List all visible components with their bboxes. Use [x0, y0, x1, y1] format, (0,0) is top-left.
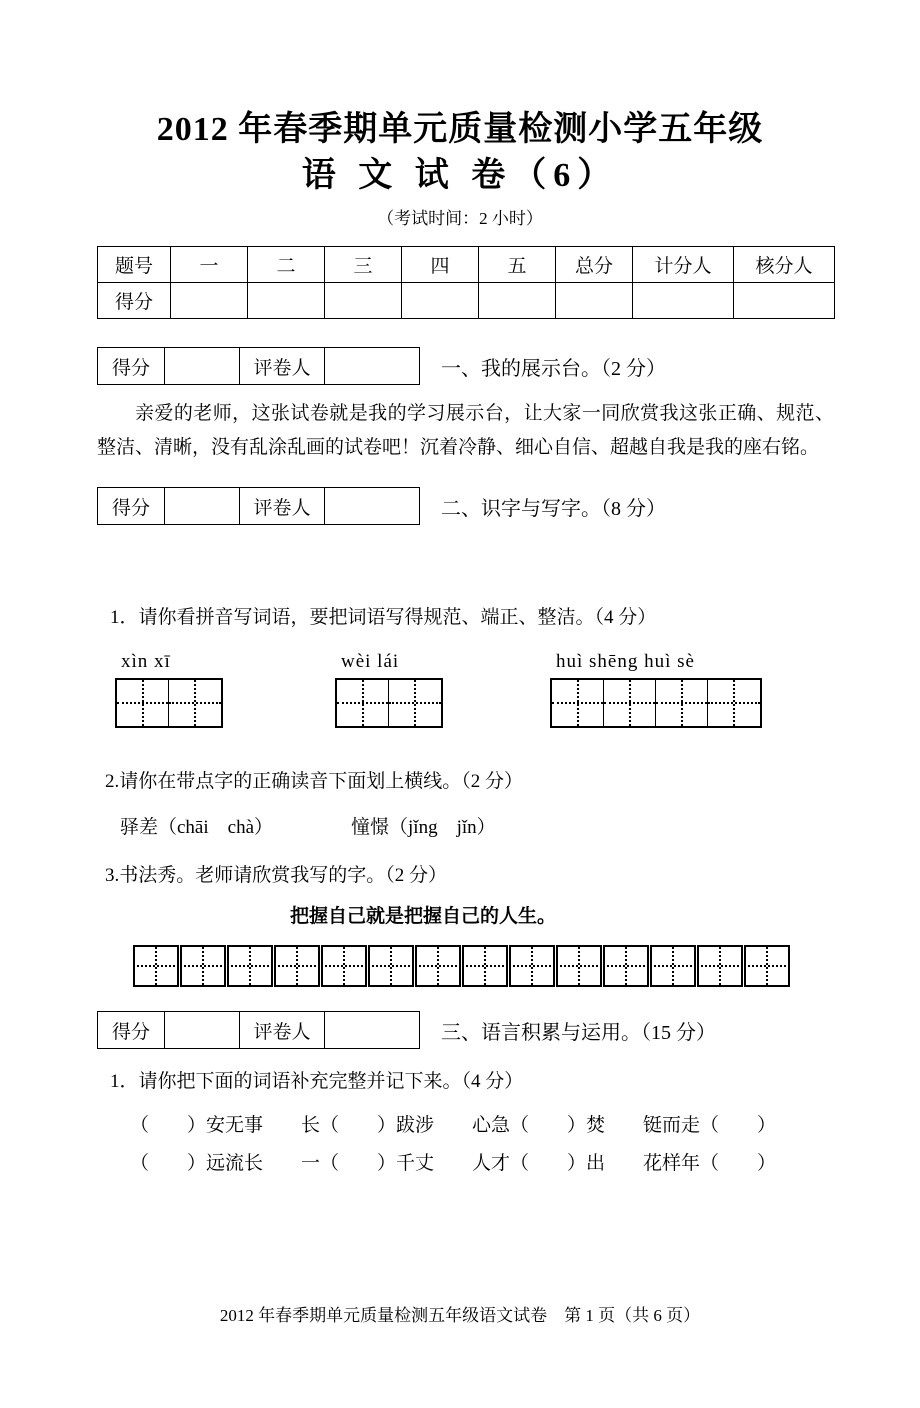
tianzige-grid-1[interactable] [115, 678, 223, 728]
pinyin-group-3 [550, 651, 762, 728]
grader-box-section-1 [97, 347, 420, 385]
question-3-1-number: 1． [110, 1071, 139, 1092]
grader-box-score-label: 得分 [98, 348, 165, 385]
score-cell-3[interactable] [325, 283, 402, 319]
grader-box-grader-label: 评卷人 [240, 488, 325, 525]
exam-paper-page [0, 108, 920, 1408]
question-2-1-number: 1． [110, 607, 139, 628]
score-table [97, 246, 835, 319]
grader-box-grader-label: 评卷人 [240, 348, 325, 385]
calligraphy-box[interactable] [133, 945, 179, 987]
grader-box-grader-value[interactable] [325, 348, 420, 385]
grader-box-score-value[interactable] [165, 488, 240, 525]
score-table-header-3: 三 [325, 247, 402, 283]
question-2-2-items [0, 813, 920, 843]
page-footer: 2012 年春季期单元质量检测五年级语文试卷 第 1 页（共 6 页） [219, 1306, 701, 1325]
score-cell-4[interactable] [402, 283, 479, 319]
tianzige-cell[interactable] [389, 680, 441, 726]
section-3-header [0, 1011, 920, 1049]
calligraphy-box[interactable] [556, 945, 602, 987]
pinyin-group-2 [335, 651, 443, 728]
pinyin-label-2: wèi lái [341, 651, 400, 672]
question-2-2 [0, 767, 920, 797]
score-table-header-0: 题号 [98, 247, 171, 283]
score-cell-scorer[interactable] [633, 283, 734, 319]
calligraphy-box[interactable] [180, 945, 226, 987]
tianzige-cell[interactable] [708, 680, 760, 726]
score-table-wrapper [0, 246, 920, 319]
score-cell-2[interactable] [248, 283, 325, 319]
question-2-3 [0, 861, 920, 891]
section-1-paragraph: 亲爱的老师，这张试卷就是我的学习展示台，让大家一同欣赏我这张正确、规范、整洁、清晰，没有乱涂乱画的试卷吧！沉着冷静、细心自信、超越自我是我的座右铭。 [97, 403, 834, 458]
calligraphy-box-row [0, 945, 920, 987]
section-3-title: 三、语言积累与运用。（15 分） [441, 1021, 716, 1044]
calligraphy-box[interactable] [274, 945, 320, 987]
tianzige-grid-2[interactable] [335, 678, 443, 728]
table-row-scores [98, 283, 835, 319]
grader-box-grader-value[interactable] [325, 488, 420, 525]
grader-box-score-value[interactable] [165, 1012, 240, 1049]
table-row-headers [98, 247, 835, 283]
tianzige-cell[interactable] [337, 680, 389, 726]
title-block [0, 108, 920, 230]
grader-box-section-3 [97, 1011, 420, 1049]
pinyin-group-1 [115, 651, 223, 728]
question-3-1-text: 请你把下面的词语补充完整并记下来。（4 分） [138, 1071, 524, 1092]
idiom-fill-row-2[interactable]: （ ）远流长 一（ ）千丈 人才（ ）出 花样年（ ） [130, 1153, 777, 1174]
tianzige-cell[interactable] [552, 680, 604, 726]
grader-box-grader-value[interactable] [325, 1012, 420, 1049]
grader-box-section-2 [97, 487, 420, 525]
idiom-fill-row-1[interactable]: （ ）安无事 长（ ）跋涉 心急（ ）焚 铤而走（ ） [130, 1115, 777, 1136]
reading-choice-item-2[interactable]: 憧憬（jǐng jǐn） [351, 817, 496, 838]
score-table-header-5: 五 [479, 247, 556, 283]
question-2-1 [0, 603, 920, 633]
tianzige-grid-3[interactable] [550, 678, 762, 728]
score-table-header-7: 计分人 [633, 247, 734, 283]
section-1-title: 一、我的展示台。（2 分） [441, 357, 666, 380]
calligraphy-box[interactable] [697, 945, 743, 987]
question-2-3-text: 书法秀。老师请欣赏我写的字。（2 分） [119, 865, 448, 886]
score-cell-total[interactable] [556, 283, 633, 319]
exam-duration-note: （考试时间：2 小时） [377, 209, 543, 228]
calligraphy-box[interactable] [227, 945, 273, 987]
calligraphy-box[interactable] [415, 945, 461, 987]
grader-box-score-label: 得分 [98, 1012, 165, 1049]
score-cell-5[interactable] [479, 283, 556, 319]
question-2-1-text: 请你看拼音写词语，要把词语写得规范、端正、整洁。（4 分） [138, 607, 657, 628]
question-2-2-number: 2. [105, 771, 120, 792]
grader-box-grader-label: 评卷人 [240, 1012, 325, 1049]
tianzige-cell[interactable] [604, 680, 656, 726]
section-2-title: 二、识字与写字。（8 分） [441, 497, 666, 520]
page-title-line-1: 2012 年春季期单元质量检测小学五年级 [156, 111, 764, 148]
score-table-header-8: 核分人 [734, 247, 835, 283]
score-cell-1[interactable] [171, 283, 248, 319]
pinyin-label-1: xìn xī [121, 651, 171, 672]
score-table-row-label: 得分 [98, 283, 171, 319]
score-table-header-1: 一 [171, 247, 248, 283]
question-2-3-number: 3. [105, 865, 120, 886]
page-title-line-2: 语 文 试 卷（6） [301, 157, 619, 194]
tianzige-cell[interactable] [656, 680, 708, 726]
score-table-header-4: 四 [402, 247, 479, 283]
pinyin-writing-area [0, 651, 920, 743]
calligraphy-box[interactable] [650, 945, 696, 987]
tianzige-cell[interactable] [169, 680, 221, 726]
calligraphy-sentence: 把握自己就是把握自己的人生。 [290, 905, 557, 927]
tianzige-cell[interactable] [117, 680, 169, 726]
reading-choice-item-1[interactable]: 驿差（chāi chà） [120, 817, 274, 838]
section-1-header [0, 347, 920, 385]
section-2-header [0, 487, 920, 525]
score-cell-checker[interactable] [734, 283, 835, 319]
pinyin-label-3: huì shēng huì sè [556, 651, 695, 672]
grader-box-score-value[interactable] [165, 348, 240, 385]
calligraphy-box[interactable] [603, 945, 649, 987]
calligraphy-box[interactable] [509, 945, 555, 987]
score-table-header-2: 二 [248, 247, 325, 283]
calligraphy-box[interactable] [744, 945, 790, 987]
grader-box-score-label: 得分 [98, 488, 165, 525]
score-table-header-6: 总分 [556, 247, 633, 283]
calligraphy-box[interactable] [368, 945, 414, 987]
calligraphy-box[interactable] [462, 945, 508, 987]
question-2-2-text: 请你在带点字的正确读音下面划上横线。（2 分） [119, 771, 524, 792]
question-3-1 [0, 1067, 920, 1097]
calligraphy-box[interactable] [321, 945, 367, 987]
